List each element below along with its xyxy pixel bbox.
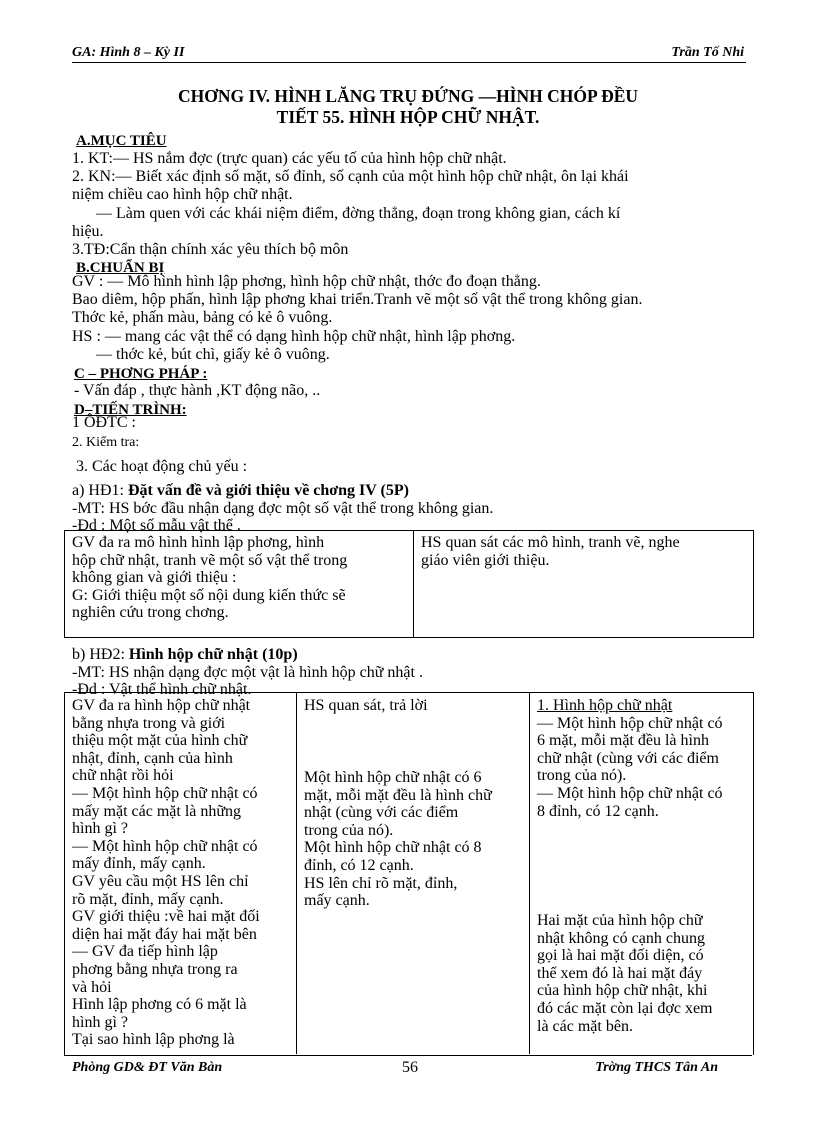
section-d-hoat-dong: 3. Các hoạt động chủ yếu :	[76, 458, 248, 475]
footer-right: Trờng THCS Tân An	[595, 1060, 718, 1075]
hd2-notes-line: của hình hộp chữ nhật, khi	[537, 982, 708, 1000]
hd2-teacher-line: thiệu một mặt của hình chữ	[72, 732, 248, 750]
hd2-teacher-line: mấy đỉnh, mấy cạnh.	[72, 855, 206, 873]
section-b-hs-2: — thớc kẻ, bút chì, giấy kẻ ô vuông.	[96, 346, 330, 363]
hd2-notes-heading: 1. Hình hộp chữ nhật	[537, 697, 673, 714]
hd2-notes-line: gọi là hai mặt đối diện, có	[537, 947, 704, 965]
hd1-teacher-line: nghiên cứu trong chơng.	[72, 604, 229, 622]
hd2-student-line: mấy cạnh.	[304, 892, 370, 910]
hd2-student-line: Một hình hộp chữ nhật có 6	[304, 769, 482, 786]
hd2-notes-line: chữ nhật (cùng với các điểm	[537, 749, 719, 767]
hd1-student-cell	[421, 534, 749, 569]
hd2-teacher-line: Tại sao hình lập phơng là	[72, 1031, 235, 1049]
hd2-notes-line: trong của nó).	[537, 767, 627, 785]
hd2-teacher-line: diện hai mặt đáy hai mặt bên	[72, 925, 257, 943]
hd2-teacher-line: GV giới thiệu :về hai mặt đối	[72, 908, 260, 926]
hd2-title: Hình hộp chữ nhật (10p)	[128, 646, 298, 663]
hd1-table-divider	[413, 530, 414, 637]
hd2-notes-line: 8 đỉnh, có 12 cạnh.	[537, 802, 659, 820]
hd2-teacher-line: — Một hình hộp chữ nhật có	[72, 784, 258, 802]
hd2-teacher-line: rõ mặt, đỉnh, mấy cạnh.	[72, 890, 224, 908]
footer-divider	[64, 1055, 752, 1056]
hd2-teacher-line: GV yêu cầu một HS lên chỉ	[72, 872, 249, 890]
hd2-student-cell-top	[304, 697, 526, 715]
section-a-kt: 1. KT:— HS nắm đợc (trực quan) các yếu tố của hình hộp chữ nhật.	[72, 150, 507, 167]
hd1-mt: -MT: HS bớc đầu nhận dạng đợc một số vật thể trong không gian.	[72, 500, 494, 517]
section-b-gv-1: GV : — Mô hình hình lập phơng, hình hộp chữ nhật, thớc đo đoạn thẳng.	[72, 273, 541, 290]
header-divider	[72, 62, 746, 63]
section-c-heading: C – PHƠNG PHÁP :	[74, 366, 208, 382]
hd2-teacher-line: hình gì ?	[72, 1013, 128, 1031]
header-left: GA: Hình 8 – Kỳ II	[72, 45, 185, 60]
hd2-notes-line: thể xem đó là hai mặt đáy	[537, 964, 703, 982]
section-a-heading: A.MỤC TIÊU	[76, 133, 167, 149]
hd1-teacher-line: hộp chữ nhật, tranh vẽ một số vật thể trong	[72, 551, 348, 569]
hd2-teacher-line: Hình lập phơng có 6 mặt là	[72, 996, 247, 1014]
hd2-notes-line: Hai mặt của hình hộp chữ	[537, 912, 703, 929]
hd2-teacher-line: mấy mặt các mặt là những	[72, 802, 242, 820]
hd2-teacher-line: — GV đa tiếp hình lập	[72, 943, 218, 961]
section-d-kiem-tra: 2. Kiểm tra:	[72, 435, 140, 450]
hd2-table-divider-1	[296, 692, 297, 1054]
footer-left: Phòng GD& ĐT Văn Bàn	[72, 1060, 223, 1075]
hd2-student-line: đỉnh, có 12 cạnh.	[304, 856, 414, 874]
hd2-teacher-line: bằng nhựa trong và giới	[72, 714, 226, 732]
hd2-mt: -MT: HS nhận dạng đợc một vật là hình hộp chữ nhật .	[72, 664, 423, 681]
hd2-student-line: mặt, mỗi mặt đều là hình chữ	[304, 786, 492, 804]
header-right: Trần Tố Nhi	[671, 45, 744, 60]
hd2-notes-line: — Một hình hộp chữ nhật có	[537, 714, 723, 732]
hd2-notes-line: là các mặt bên.	[537, 1017, 633, 1035]
hd2-notes-line: — Một hình hộp chữ nhật có	[537, 784, 723, 802]
section-a-kn-1: 2. KN:— Biết xác định số mặt, số đỉnh, số cạnh của một hình hộp chữ nhật, ôn lại khái	[72, 168, 629, 185]
hd2-notes-cell-bottom	[537, 912, 749, 1035]
hd2-student-line: Một hình hộp chữ nhật có 8	[304, 839, 482, 857]
hd2-dd: -Đd : Vật thể hình chữ nhật.	[72, 681, 252, 698]
section-d-odtc: 1 ÔĐTC :	[72, 414, 136, 431]
hd2-notes-line: nhật không có cạnh chung	[537, 929, 705, 947]
hd1-heading	[72, 482, 409, 499]
hd1-dd: -Đd : Một số mẫu vật thể .	[72, 517, 241, 534]
section-a-kn-2: niệm chiều cao hình hộp chữ nhật.	[72, 186, 293, 203]
section-b-hs-1: HS : — mang các vật thể có dạng hình hộp chữ nhật, hình lập phơng.	[72, 328, 516, 345]
section-c-text: - Vấn đáp , thực hành ,KT động não, ..	[74, 382, 321, 399]
section-a-td: 3.TĐ:Cẩn thận chính xác yêu thích bộ môn	[72, 241, 349, 258]
hd2-teacher-line: hình gì ?	[72, 820, 128, 838]
hd1-label: a) HĐ1:	[72, 482, 128, 499]
chapter-title: CHƠNG IV. HÌNH LĂNG TRỤ ĐỨNG —HÌNH CHÓP ĐỀU	[177, 86, 639, 106]
section-b-heading: B.CHUẨN BỊ	[76, 260, 165, 276]
hd1-student-line: HS quan sát các mô hình, tranh vẽ, nghe	[421, 534, 680, 551]
lesson-title: TIẾT 55. HÌNH HỘP CHỮ NHẬT.	[276, 107, 540, 127]
hd2-notes-line: đó các mặt còn lại đợc xem	[537, 999, 713, 1017]
section-a-kn-4: hiệu.	[72, 223, 104, 240]
page-number: 56	[402, 1059, 418, 1076]
hd2-student-line: HS lên chỉ rõ mặt, đỉnh,	[304, 874, 458, 892]
hd2-student-line: HS quan sát, trả lời	[304, 697, 428, 714]
hd2-teacher-cell	[72, 697, 294, 1049]
hd2-notes-cell	[537, 697, 749, 820]
hd2-heading	[72, 646, 298, 663]
hd2-teacher-line: — Một hình hộp chữ nhật có	[72, 837, 258, 855]
hd2-student-line: trong của nó).	[304, 821, 394, 839]
section-a-kn-3: — Làm quen với các khái niệm điểm, đờng thẳng, đoạn trong không gian, cách kí	[96, 205, 621, 222]
hd1-title: Đặt vấn đề và giới thiệu về chơng IV (5P)	[127, 482, 409, 499]
hd1-student-line: giáo viên giới thiệu.	[421, 551, 550, 569]
hd1-teacher-line: không gian và giới thiệu :	[72, 569, 237, 587]
section-b-gv-2: Bao diêm, hộp phấn, hình lập phơng khai triển.Tranh vẽ một số vật thể trong không gian.	[72, 291, 643, 308]
section-b-gv-3: Thớc kẻ, phấn màu, bảng có kẻ ô vuông.	[72, 309, 333, 326]
hd2-notes-line: 6 mặt, mỗi mặt đều là hình	[537, 732, 709, 750]
section-d-heading: D–TIẾN TRÌNH:	[74, 402, 187, 418]
hd2-teacher-line: nhật, đỉnh, cạnh của hình	[72, 749, 233, 767]
hd2-table-divider-2	[529, 692, 530, 1054]
hd1-teacher-cell	[72, 534, 410, 622]
hd2-teacher-line: chữ nhật rồi hỏi	[72, 767, 174, 785]
hd2-student-cell	[304, 769, 526, 910]
hd1-teacher-line: GV đa ra mô hình hình lập phơng, hình	[72, 534, 325, 551]
hd2-teacher-line: và hỏi	[72, 978, 112, 996]
hd1-teacher-line: G: Giới thiệu một số nội dung kiến thức sẽ	[72, 586, 346, 604]
hd2-teacher-line: GV đa ra hình hộp chữ nhật	[72, 697, 251, 714]
hd2-label: b) HĐ2:	[72, 646, 129, 663]
hd2-teacher-line: phơng bằng nhựa trong ra	[72, 960, 238, 978]
hd2-student-line: nhật (cùng với các điểm	[304, 804, 459, 822]
